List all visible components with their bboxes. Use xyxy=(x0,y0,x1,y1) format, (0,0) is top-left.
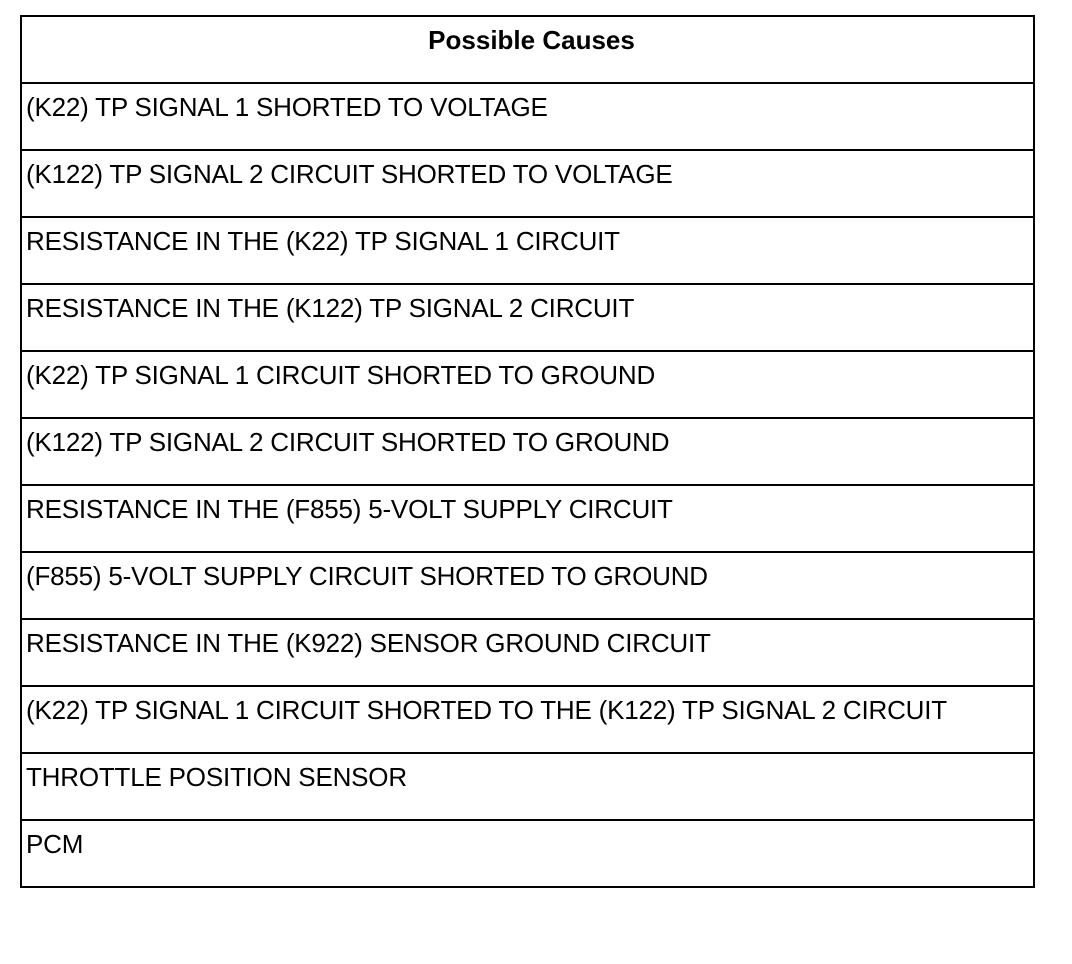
table-header-cell xyxy=(21,16,1034,83)
table-cell xyxy=(21,820,1034,887)
cause-text: RESISTANCE IN THE (F855) 5-VOLT SUPPLY CIRCUIT xyxy=(26,494,673,524)
table-cell xyxy=(21,552,1034,619)
table-row xyxy=(21,150,1034,217)
table-cell xyxy=(21,619,1034,686)
table-row xyxy=(21,217,1034,284)
table-row xyxy=(21,686,1034,753)
table-row xyxy=(21,83,1034,150)
table-row xyxy=(21,418,1034,485)
cause-text: (F855) 5-VOLT SUPPLY CIRCUIT SHORTED TO GROUND xyxy=(26,561,708,591)
table-header-row xyxy=(21,16,1034,83)
cause-text: RESISTANCE IN THE (K122) TP SIGNAL 2 CIRCUIT xyxy=(26,293,635,323)
table-cell xyxy=(21,284,1034,351)
possible-causes-heading: Possible Causes xyxy=(428,25,635,55)
table-cell xyxy=(21,150,1034,217)
cause-text: PCM xyxy=(26,829,84,859)
cause-text: (K22) TP SIGNAL 1 SHORTED TO VOLTAGE xyxy=(26,92,548,122)
table-row xyxy=(21,619,1034,686)
table-row xyxy=(21,351,1034,418)
table-cell xyxy=(21,217,1034,284)
cause-text: RESISTANCE IN THE (K922) SENSOR GROUND CIRCUIT xyxy=(26,628,711,658)
cause-text: (K22) TP SIGNAL 1 CIRCUIT SHORTED TO THE (K122) TP SIGNAL 2 CIRCUIT xyxy=(26,695,947,725)
table-row xyxy=(21,552,1034,619)
table-cell xyxy=(21,753,1034,820)
cause-text: (K22) TP SIGNAL 1 CIRCUIT SHORTED TO GROUND xyxy=(26,360,656,390)
cause-text: (K122) TP SIGNAL 2 CIRCUIT SHORTED TO VOLTAGE xyxy=(26,159,673,189)
table-row xyxy=(21,753,1034,820)
table-cell xyxy=(21,351,1034,418)
possible-causes-table xyxy=(20,15,1035,888)
table-cell xyxy=(21,686,1034,753)
table-row xyxy=(21,820,1034,887)
table-row xyxy=(21,485,1034,552)
cause-text: (K122) TP SIGNAL 2 CIRCUIT SHORTED TO GROUND xyxy=(26,427,670,457)
table-cell xyxy=(21,83,1034,150)
table-row xyxy=(21,284,1034,351)
cause-text: RESISTANCE IN THE (K22) TP SIGNAL 1 CIRCUIT xyxy=(26,226,620,256)
cause-text: THROTTLE POSITION SENSOR xyxy=(26,762,407,792)
table-cell xyxy=(21,418,1034,485)
table-cell xyxy=(21,485,1034,552)
